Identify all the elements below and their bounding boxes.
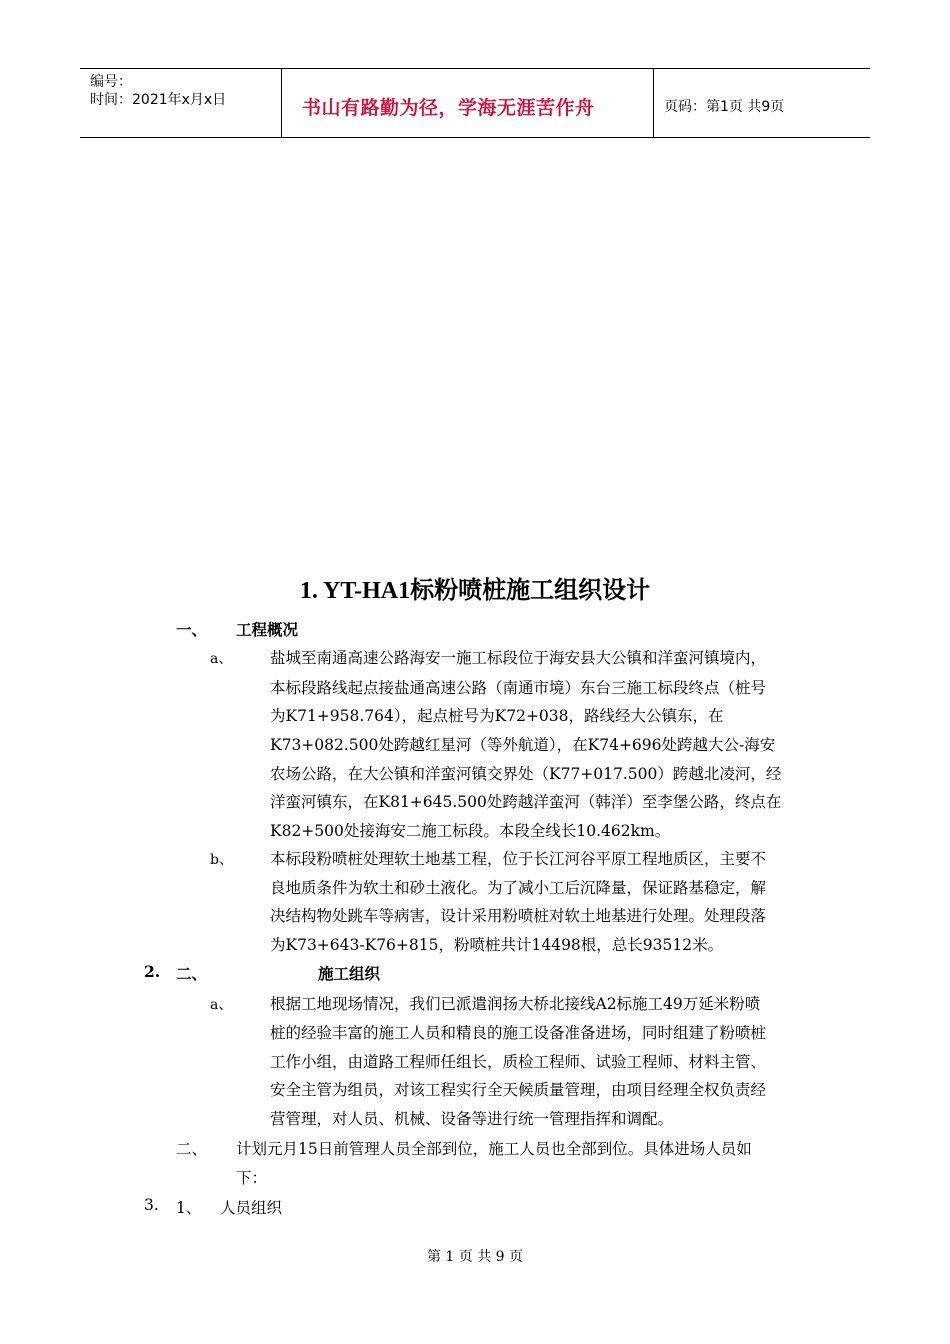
page-header bbox=[80, 68, 870, 138]
paragraph-line: 下： bbox=[236, 1169, 268, 1187]
paragraph-line: 洋蛮河镇东，在K81+645.500处跨越洋蛮河（韩洋）至李堡公路，终点在 bbox=[270, 793, 782, 811]
section-3-heading: 人员组织 bbox=[220, 1199, 283, 1217]
paragraph-line: 安全主管为组员，对该工程实行全天候质量管理，由项目经理全权负责经 bbox=[270, 1081, 767, 1099]
motto-text: 书山有路勤为径，学海无涯苦作舟 bbox=[302, 97, 595, 119]
paragraph-line: 农场公路，在大公镇和洋蛮河镇交界处（K77+017.500）跨越北凌河，经 bbox=[270, 765, 782, 783]
item-a-marker: a、 bbox=[210, 997, 233, 1013]
paragraph-line: 决结构物处跳车等病害，设计采用粉喷桩对软土地基进行处理。处理段落 bbox=[270, 907, 767, 925]
paragraph-line: 工作小组，由道路工程师任组长，质检工程师、试验工程师、材料主管、 bbox=[270, 1053, 767, 1071]
section-3-marker: 1、 bbox=[176, 1199, 202, 1217]
document-title: 1. YT-HA1标粉喷桩施工组织设计 bbox=[299, 578, 651, 604]
paragraph-line: 本标段粉喷桩处理软土地基工程，位于长江河谷平原工程地质区，主要不 bbox=[270, 850, 767, 868]
header-page-cell bbox=[654, 69, 870, 137]
section-2-heading: 施工组织 bbox=[318, 964, 381, 983]
paragraph-line: 为K73+643-K76+815，粉喷桩共计14498根，总长93512米。 bbox=[270, 936, 724, 954]
paragraph-line: 为K71+958.764），起点桩号为K72+038，路线经大公镇东，在 bbox=[270, 707, 724, 725]
paragraph-line: 良地质条件为软土和砂土液化。为了减小工后沉降量，保证路基稳定，解 bbox=[270, 879, 767, 897]
paragraph-line: 营管理，对人员、机械、设备等进行统一管理指挥和调配。 bbox=[270, 1110, 674, 1128]
paragraph-line: 计划元月15日前管理人员全部到位，施工人员也全部到位。具体进场人员如 bbox=[236, 1140, 752, 1158]
header-motto-cell bbox=[282, 69, 654, 137]
paragraph-line: 盐城至南通高速公路海安一施工标段位于海安县大公镇和洋蛮河镇境内， bbox=[270, 649, 767, 667]
paragraph-line: K73+082.500处跨越红星河（等外航道），在K74+696处跨越大公-海安 bbox=[270, 736, 776, 754]
number-label: 编号： bbox=[90, 74, 132, 90]
paragraph-line: 桩的经验丰富的施工人员和精良的施工设备准备进场，同时组建了粉喷桩 bbox=[270, 1024, 767, 1042]
paragraph-line: 根据工地现场情况，我们已派遣润扬大桥北接线A2标施工49万延米粉喷 bbox=[270, 995, 761, 1013]
paragraph-line: K82+500处接海安二施工标段。本段全线长10.462km。 bbox=[270, 822, 671, 840]
item-b-marker: b、 bbox=[210, 852, 233, 868]
section-1-heading: 工程概况 bbox=[236, 620, 299, 639]
page-footer: 第 1 页 共 9 页 bbox=[426, 1249, 524, 1265]
header-info-cell bbox=[80, 69, 282, 137]
date-label: 时间：2021年x月x日 bbox=[90, 92, 227, 108]
section-2-marker: 二、 bbox=[176, 964, 208, 983]
item-a-marker: a、 bbox=[210, 651, 233, 667]
section-1-marker: 一、 bbox=[176, 620, 208, 639]
section-2-number: 2. bbox=[144, 962, 161, 981]
section-3-number: 3. bbox=[144, 1196, 159, 1214]
item-2b-marker: 二、 bbox=[176, 1140, 208, 1158]
paragraph-line: 本标段路线起点接盐通高速公路（南通市境）东台三施工标段终点（桩号 bbox=[270, 679, 767, 697]
page-info: 页码：第1页 共9页 bbox=[664, 99, 785, 115]
